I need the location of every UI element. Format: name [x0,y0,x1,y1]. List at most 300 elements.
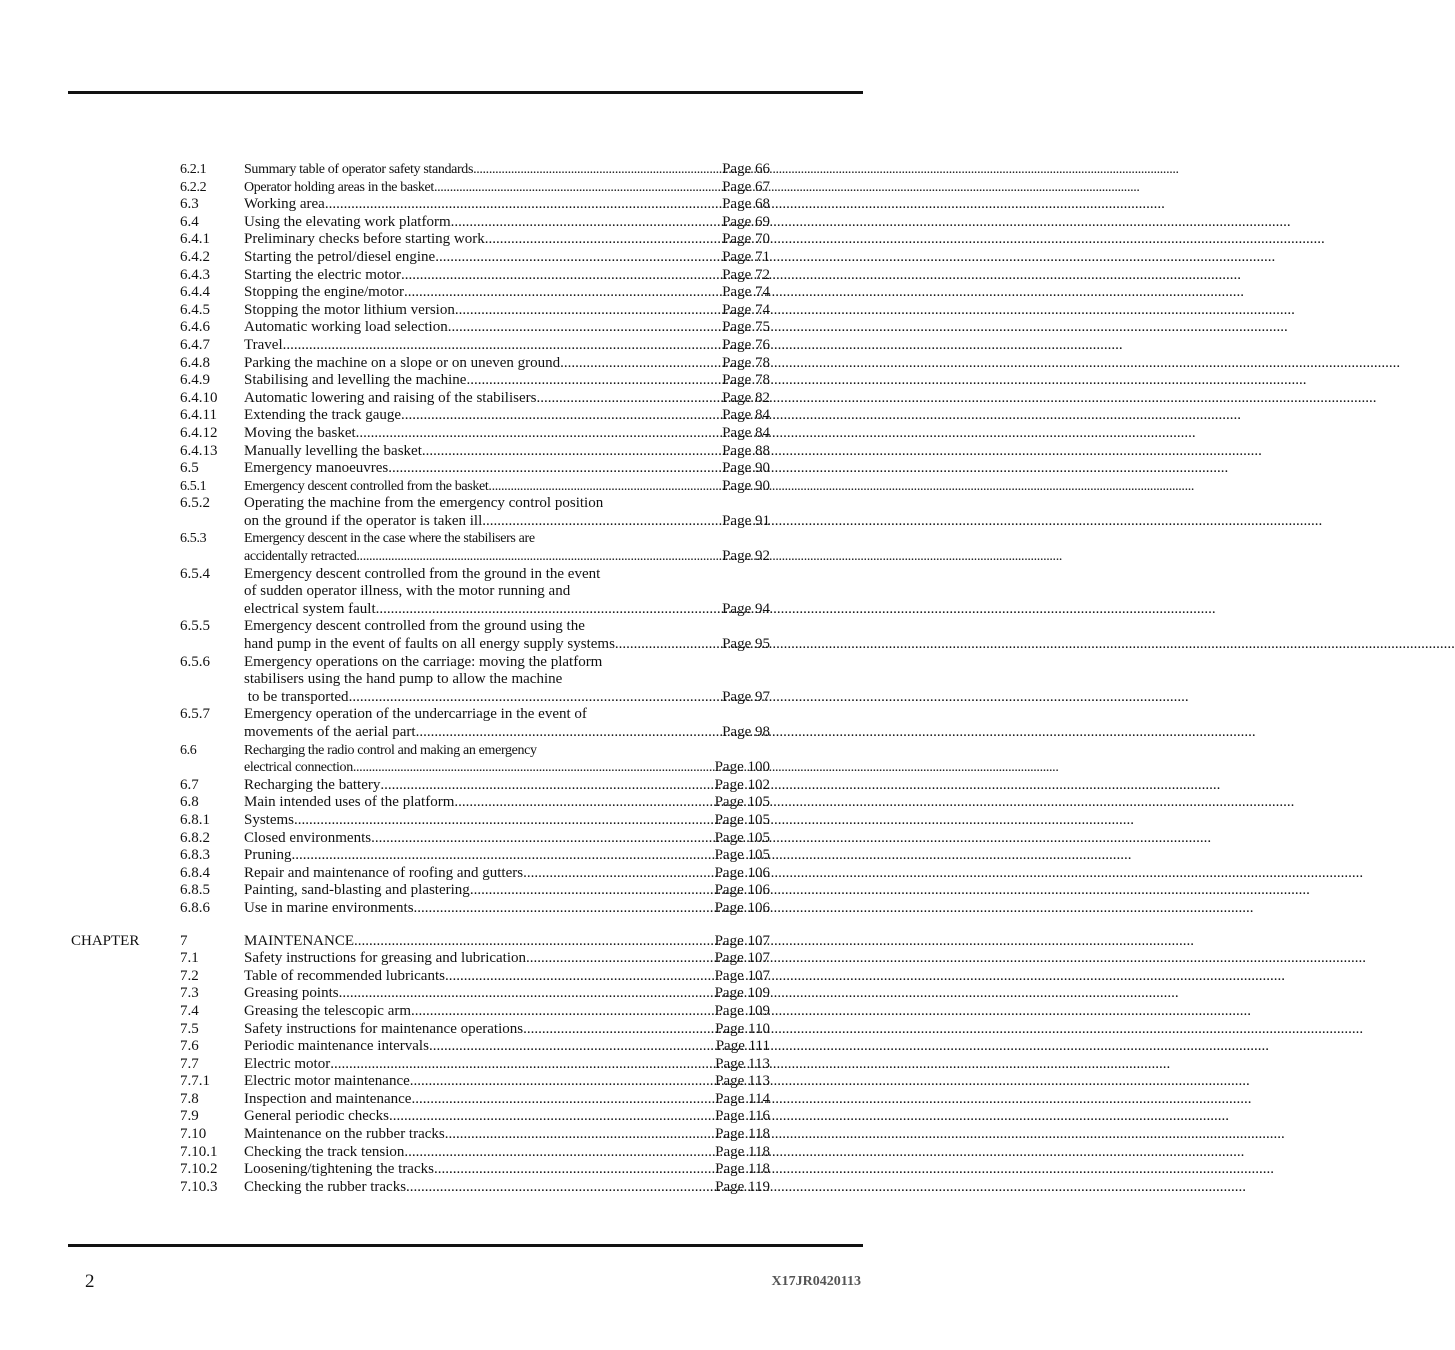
toc-entry[interactable] [0,478,954,496]
toc-entry-title-line: Emergency manoeuvres [244,460,389,477]
toc-entry-body [244,460,770,478]
dot-leader [422,443,722,461]
toc-entry-page: Page 67 [722,178,770,195]
toc-entry-number: 7.10.2 [180,1161,218,1178]
toc-entry[interactable] [0,443,954,461]
toc-entry-leader-line [244,1003,770,1021]
toc-entry-title-line: Using the elevating work platform [244,213,451,230]
dot-leader [356,425,722,443]
toc-entry-body [244,337,770,355]
toc-entry-number: 6.2.2 [180,179,207,195]
toc-entry-page: Page 66 [722,161,770,177]
toc-entry-leader-line [244,759,770,777]
toc-entry-page: Page 75 [722,319,770,336]
toc-entry-page: Page 70 [722,231,770,248]
toc-entry-number: 7.6 [180,1038,199,1055]
toc-entry-number: 7.7 [180,1055,199,1072]
toc-entry-title-line: stabilisers using the hand pump to allow the machine [244,671,563,688]
dot-leader [482,513,722,531]
toc-entry-title-line: Closed environments [244,829,372,846]
toc-entry-number: 6.4.9 [180,372,210,389]
toc-entry-leader-line [244,601,770,619]
dot-leader [485,231,722,249]
toc-entry-title-line: Emergency descent in the case where the stabilisers are [244,531,535,547]
toc-entry-leader-line [244,882,770,900]
toc-entry-number: 7.9 [180,1108,199,1125]
toc-entry-leader-line [244,1056,770,1074]
toc-entry-page: Page 113 [715,1055,770,1072]
toc-entry-title-line: Stopping the motor lithium version [244,301,455,318]
toc-entry[interactable] [0,302,954,320]
chapter-label: CHAPTER [71,932,140,949]
toc-entry-leader-line [244,390,770,408]
toc-entry-leader-line [244,900,770,918]
toc-entry[interactable] [0,865,954,883]
toc-entry-title-line: Maintenance on the rubber tracks [244,1126,445,1143]
toc-entry-leader-line [244,933,770,951]
dot-leader [376,601,722,619]
toc-entry-number: 6.5.6 [180,653,210,670]
toc-entry-leader-line [244,179,770,197]
toc-entry[interactable] [0,1003,954,1021]
toc-entry[interactable] [0,654,954,707]
toc-entry[interactable] [0,985,954,1003]
dot-leader [353,759,715,777]
toc-entry[interactable] [0,530,954,565]
toc-entry-page: Page 106 [714,882,770,899]
toc-entry-body [244,1161,770,1179]
toc-entry-title-line: Extending the track gauge [244,407,402,424]
toc-entry-leader-line [244,950,770,968]
toc-entry-body [244,742,770,777]
dot-leader [414,900,715,918]
toc-entry[interactable] [0,337,954,355]
toc-entry[interactable] [0,267,954,285]
toc-entry-leader-line [244,777,770,795]
toc-entry-body [244,249,770,267]
toc-entry-page: Page 72 [722,266,770,283]
toc-entry[interactable] [0,950,954,968]
toc-entry-number: 6.5.2 [180,495,210,512]
toc-entry-leader-line [244,794,770,812]
toc-entry-number: 6.4.13 [180,442,218,459]
toc-entry-body [244,706,770,741]
dot-leader [523,1021,715,1039]
toc-entry-body [244,654,770,707]
toc-entry-title-line: accidentally retracted [244,549,357,565]
toc-entry-body [244,390,770,408]
toc-entry[interactable] [0,566,954,619]
toc-entry-title-line: Emergency operation of the undercarriage in the event of [244,706,587,723]
toc-entry-body [244,1073,770,1091]
toc-entry-number: 6.5.1 [180,478,207,494]
dot-leader [406,1179,715,1197]
toc-entry-title-line: Checking the rubber tracks [244,1178,407,1195]
toc-entry-page: Page 82 [722,389,770,406]
toc-entry-leader-line [244,830,770,848]
dot-leader [434,1161,715,1179]
page-number: 2 [85,1271,95,1292]
toc-entry-page: Page 92 [722,548,770,565]
dot-leader [455,302,722,320]
toc-entry-number: 6.6 [180,742,197,758]
toc-entry-number: 7.4 [180,1002,199,1019]
toc-entry[interactable] [0,933,954,951]
dot-leader [615,636,722,654]
toc-entry-leader-line [244,267,770,285]
dot-leader [292,847,715,865]
toc-entry-page: Page 105 [714,794,770,811]
toc-entry-page: Page 69 [722,213,770,230]
toc-entry-leader-line [244,548,770,566]
toc-entry-body [244,812,770,830]
toc-entry-body [244,1179,770,1197]
header-rule [68,91,863,94]
toc-entry-title-line: Summary table of operator safety standards [244,162,474,177]
toc-entry-body [244,161,770,179]
toc-entry[interactable] [0,495,954,530]
toc-entry-page: Page 109 [714,985,770,1002]
toc-entry-title-line: Preliminary checks before starting work [244,231,485,248]
toc-entry-title-line: Electric motor [244,1055,331,1072]
toc-entry[interactable] [0,355,954,373]
dot-leader [466,372,722,390]
toc-entry-number: 6.4.3 [180,266,210,283]
toc-entry-leader-line [244,1038,770,1056]
toc-entry-title-line: Table of recommended lubricants [244,967,445,984]
toc-entry-number: 6.4.2 [180,248,210,265]
dot-leader [401,267,722,285]
toc-entry[interactable] [0,618,954,653]
toc-entry-number: 6.4.8 [180,354,210,371]
toc-entry-leader-line [244,513,770,531]
toc-entry-leader-line [244,478,770,496]
toc-entry[interactable] [0,777,954,795]
toc-entry-page: Page 74 [722,284,770,301]
toc-entry-page: Page 76 [722,336,770,353]
toc-entry-title-line: Repair and maintenance of roofing and gutters [244,864,524,881]
toc-entry-page: Page 118 [715,1126,770,1143]
toc-entry-body [244,933,770,951]
toc-entry-body [244,319,770,337]
toc-entry-body [244,830,770,848]
dot-leader [410,1073,715,1091]
toc-entry-number: 7.1 [180,950,199,967]
toc-entry-title-line: Systems [244,811,295,828]
toc-entry-number: 6.4.1 [180,231,210,248]
toc-entry-leader-line [244,1108,770,1126]
toc-entry[interactable] [0,372,954,390]
toc-entry-title-line: Emergency descent controlled from the basket [244,478,489,494]
toc-entry-number: 6.4 [180,213,199,230]
toc-entry-leader-line [244,337,770,355]
toc-entry[interactable] [0,1038,954,1056]
toc-entry-number: 6.4.10 [180,389,218,406]
toc-entry-page: Page 102 [714,776,770,793]
toc-entry-leader-line [244,689,770,707]
toc-entry-title-line: Working area [244,196,325,213]
toc-entry-leader-line [244,231,770,249]
toc-entry-number: 6.5.7 [180,706,210,723]
toc-entry-title-line: Electric motor maintenance [244,1073,410,1090]
toc-entry-title-line: Inspection and maintenance [244,1090,412,1107]
toc-entry-leader-line [244,1073,770,1091]
dot-leader [434,179,722,197]
toc-entry-number: 6.8.4 [180,864,210,881]
document-code: X17JR0420113 [771,1274,861,1289]
toc-entry-leader-line [244,249,770,267]
toc-entry-title-line: to be transported [244,688,349,705]
toc-entry-body [244,865,770,883]
dot-leader [454,794,714,812]
toc-entry-title-line: Pruning [244,847,292,864]
toc-entry-leader-line [244,161,770,179]
toc-entry-title-line: Checking the track tension [244,1143,405,1160]
toc-entry-number: 6.4.12 [180,424,218,441]
toc-entry[interactable] [0,1108,954,1126]
toc-entry-body [244,231,770,249]
dot-leader [451,214,722,232]
toc-entry-title-line: General periodic checks [244,1108,389,1125]
toc-entry-body [244,1126,770,1144]
toc-entry-number: 6.4.6 [180,319,210,336]
toc-entry-number: 6.5.4 [180,565,210,582]
toc-entry-body [244,1144,770,1162]
toc-entry[interactable] [0,830,954,848]
toc-entry-page: Page 107 [714,932,770,949]
toc-entry[interactable] [0,1091,954,1109]
toc-entry-body [244,302,770,320]
toc-entry[interactable] [0,460,954,478]
toc-entry[interactable] [0,1179,954,1197]
toc-entry-number: 7.7.1 [180,1073,210,1090]
toc-entry-title-line: Periodic maintenance intervals [244,1038,429,1055]
toc-entry-number: 6.2.1 [180,162,207,177]
toc-entry-leader-line [244,372,770,390]
toc-entry-page: Page 100 [714,759,770,776]
toc-entry-page: Page 74 [722,301,770,318]
toc-entry-title-line: Operating the machine from the emergency control position [244,495,604,512]
toc-entry-title-line: electrical system fault [244,600,376,617]
dot-leader [470,882,715,900]
toc-entry-body [244,196,770,214]
toc-entry-leader-line [244,847,770,865]
toc-entry[interactable] [0,179,954,197]
toc-entry-page: Page 106 [714,864,770,881]
dot-leader [371,830,715,848]
toc-entry-leader-line [244,196,770,214]
toc-entry-page: Page 114 [715,1090,770,1107]
dot-leader [401,407,722,425]
toc-entry-page: Page 105 [714,811,770,828]
toc-entry-number: 7.3 [180,985,199,1002]
toc-entry-number: 6.4.4 [180,284,210,301]
toc-entry-body [244,1091,770,1109]
toc-entry-number: 7 [180,932,188,949]
toc-entry-leader-line [244,636,770,654]
toc-entry-title-line: Stabilising and levelling the machine [244,372,467,389]
toc-entry[interactable] [0,231,954,249]
toc-entry-page: Page 90 [722,477,770,494]
toc-entry-number: 7.10.1 [180,1143,218,1160]
toc-entry-number: 6.8.6 [180,899,210,916]
toc-entry[interactable] [0,407,954,425]
table-of-contents [0,161,954,1196]
toc-entry[interactable] [0,794,954,812]
toc-entry-leader-line [244,985,770,1003]
toc-entry-number: 6.5.5 [180,618,210,635]
toc-entry-body [244,355,770,373]
toc-entry-body [244,407,770,425]
toc-entry-title-line: MAINTENANCE [244,932,354,949]
toc-entry-page: Page 118 [715,1161,770,1178]
toc-entry-body [244,1021,770,1039]
toc-entry-leader-line [244,284,770,302]
toc-entry[interactable] [0,319,954,337]
dot-leader [445,1126,715,1144]
toc-entry-title-line: Greasing the telescopic arm [244,1002,412,1019]
toc-entry-page: Page 94 [722,600,770,617]
toc-entry-number: 6.8.5 [180,882,210,899]
toc-entry-page: Page 107 [714,950,770,967]
toc-entry-leader-line [244,968,770,986]
toc-entry-number: 7.8 [180,1090,199,1107]
toc-entry-page: Page 91 [722,512,770,529]
toc-entry-title-line: Operator holding areas in the basket [244,179,434,195]
toc-entry-leader-line [244,460,770,478]
toc-entry-page: Page 110 [715,1020,770,1037]
dot-leader [354,933,715,951]
toc-entry-title-line: Loosening/tightening the tracks [244,1161,434,1178]
dot-leader [283,337,722,355]
toc-entry-title-line: Starting the electric motor [244,266,402,283]
toc-entry[interactable] [0,214,954,232]
toc-entry-body [244,1108,770,1126]
dot-leader [435,249,722,267]
toc-entry-leader-line [244,407,770,425]
toc-entry-page: Page 107 [714,967,770,984]
toc-entry[interactable] [0,882,954,900]
toc-entry-body [244,882,770,900]
toc-entry-leader-line [244,425,770,443]
toc-entry-body [244,777,770,795]
toc-entry[interactable] [0,742,954,777]
toc-entry[interactable] [0,1021,954,1039]
dot-leader [294,812,715,830]
toc-entry-title-line: Travel [244,336,283,353]
dot-leader [429,1038,716,1056]
toc-entry-body [244,425,770,443]
toc-entry[interactable] [0,196,954,214]
toc-entry-body [244,214,770,232]
dot-leader [388,460,722,478]
toc-entry[interactable] [0,1056,954,1074]
toc-entry-leader-line [244,214,770,232]
toc-entry-body [244,1038,770,1056]
toc-entry-title-line: Stopping the engine/motor [244,284,404,301]
toc-entry[interactable] [0,968,954,986]
toc-entry-title-line: Use in marine environments [244,899,414,916]
toc-entry-body [244,1056,770,1074]
dot-leader [526,950,715,968]
toc-entry-page: Page 88 [722,442,770,459]
dot-leader [445,968,715,986]
toc-entry[interactable] [0,425,954,443]
toc-entry-title-line: Main intended uses of the platform [244,794,455,811]
toc-entry-title-line: Emergency descent controlled from the ground in the event [244,565,601,582]
toc-entry-page: Page 68 [722,196,770,213]
dot-leader [523,865,715,883]
toc-entry[interactable] [0,706,954,741]
toc-entry[interactable] [0,847,954,865]
toc-entry-leader-line [244,1126,770,1144]
toc-entry-leader-line [244,302,770,320]
toc-entry[interactable] [0,284,954,302]
toc-entry-number: 6.8 [180,794,199,811]
dot-leader [380,777,714,795]
toc-entry-number: 6.8.3 [180,847,210,864]
toc-entry-body [244,478,770,496]
dot-leader [356,548,722,566]
dot-leader [404,284,722,302]
toc-entry-page: Page 118 [715,1143,770,1160]
toc-entry[interactable] [0,812,954,830]
toc-entry[interactable] [0,1073,954,1091]
toc-entry-leader-line [244,1021,770,1039]
toc-entry[interactable] [0,390,954,408]
toc-entry-body [244,847,770,865]
toc-entry-title-line: of sudden operator illness, with the motor running and [244,583,571,600]
toc-entry-title-line: Automatic working load selection [244,319,448,336]
toc-entry-leader-line [244,319,770,337]
dot-leader [330,1056,715,1074]
toc-entry[interactable] [0,1126,954,1144]
toc-entry[interactable] [0,1144,954,1162]
toc-entry-body [244,495,770,530]
toc-entry-page: Page 97 [722,688,770,705]
toc-entry[interactable] [0,161,954,179]
toc-entry-body [244,618,770,653]
toc-entry-body [244,267,770,285]
toc-entry-page: Page 84 [722,424,770,441]
dot-leader [536,390,722,408]
toc-entry-title-line: Starting the petrol/diesel engine [244,248,436,265]
toc-entry-number: 6.4.11 [180,407,217,424]
toc-entry[interactable] [0,249,954,267]
toc-entry-page: Page 71 [722,248,770,265]
toc-entry-leader-line [244,1144,770,1162]
footer-rule [68,1244,863,1247]
toc-entry[interactable] [0,1161,954,1179]
toc-entry-page: Page 78 [722,354,770,371]
toc-entry-title-line: hand pump in the event of faults on all energy supply systems [244,636,615,653]
toc-entry-number: 7.2 [180,967,199,984]
toc-entry-body [244,530,770,565]
toc-entry-page: Page 106 [714,899,770,916]
toc-entry[interactable] [0,900,954,918]
dot-leader [349,689,723,707]
toc-entry-number: 7.10 [180,1126,207,1143]
dot-leader [389,1108,715,1126]
toc-entry-body [244,794,770,812]
toc-entry-title-line: electrical connection [244,760,353,776]
toc-entry-page: Page 98 [722,724,770,740]
toc-entry-number: 6.8.2 [180,829,210,846]
toc-entry-number: 6.7 [180,776,199,793]
toc-entry-leader-line [244,1161,770,1179]
toc-entry-title-line: movements of the aerial part [244,724,416,740]
toc-entry-title-line: Safety instructions for maintenance operations [244,1020,524,1037]
